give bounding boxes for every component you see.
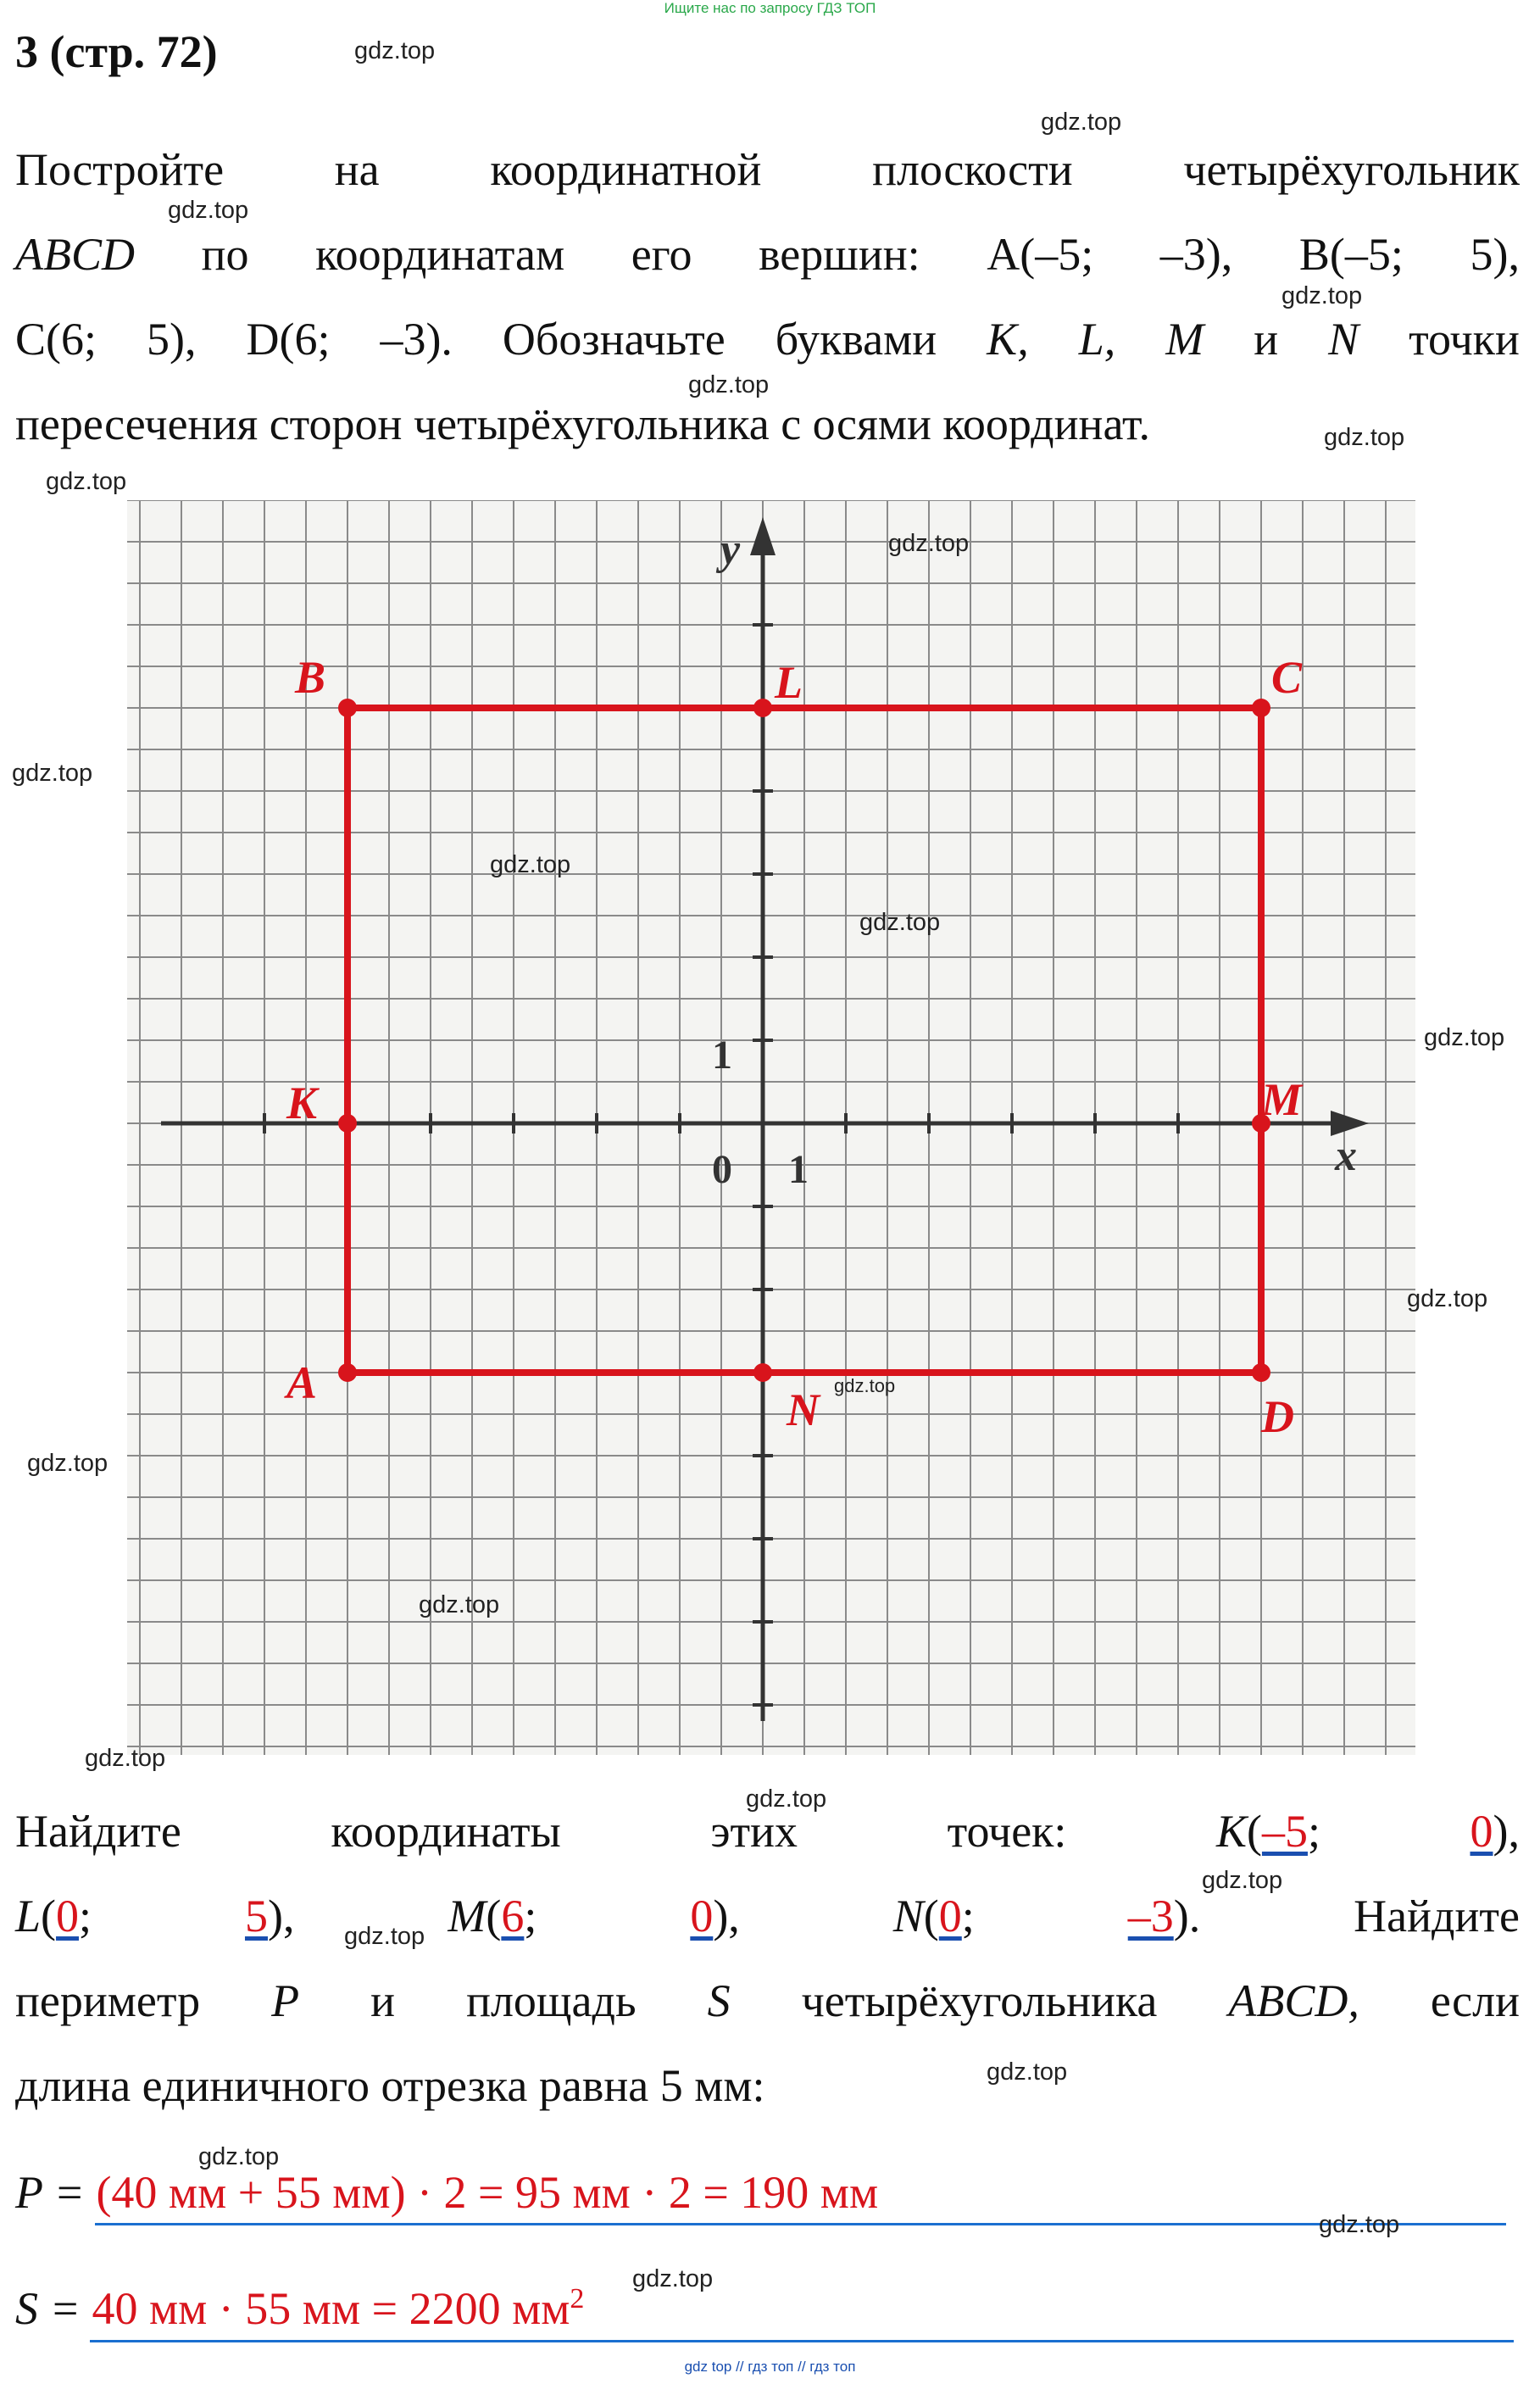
task-word: –3). <box>380 314 453 365</box>
point-l-dot <box>753 699 772 717</box>
task-word: D(6; <box>246 314 331 365</box>
watermark: gdz.top <box>85 1745 166 1772</box>
question-word: Найдите <box>1354 1891 1520 1941</box>
watermark: gdz.top <box>1407 1285 1488 1312</box>
point-d-label: D <box>1261 1391 1294 1442</box>
watermark: gdz.top <box>1281 282 1363 309</box>
point-n-label: N <box>787 1384 820 1435</box>
perimeter-answer <box>15 2166 878 2219</box>
task-word: вершин: <box>759 229 920 280</box>
m-x-answer: 6 <box>501 1891 525 1941</box>
top-banner[interactable]: Ищите нас по запросу ГДЗ ТОП <box>664 0 876 16</box>
coordinate-plane <box>127 500 1415 1755</box>
question-word: если <box>1430 1975 1520 2026</box>
l-y-answer: 5 <box>244 1891 268 1941</box>
task-word: L, <box>1078 314 1116 365</box>
question-word: периметр <box>15 1975 201 2026</box>
question-word: Найдите <box>15 1806 181 1857</box>
point-k-label: K <box>286 1078 318 1128</box>
watermark: gdz.top <box>688 371 770 398</box>
task-word: буквами <box>775 314 937 365</box>
area-unit-exponent: 2 <box>570 2283 585 2314</box>
point-l-label: L <box>775 657 803 708</box>
task-word: координатной <box>490 144 762 195</box>
watermark: gdz.top <box>354 37 436 64</box>
y-axis-label: y <box>720 526 741 574</box>
watermark: gdz.top <box>490 851 571 878</box>
area-value-wrap <box>92 2283 584 2334</box>
x-axis-label: x <box>1335 1132 1357 1180</box>
question-line-3 <box>15 1958 1520 2043</box>
task-word: ABCD <box>15 229 135 280</box>
question-word: P <box>271 1975 300 2026</box>
task-word: по <box>201 229 249 280</box>
point-n-dot <box>753 1363 772 1382</box>
point-m-label: M <box>1261 1074 1303 1125</box>
watermark: gdz.top <box>168 197 249 224</box>
point-k-dot <box>338 1114 357 1133</box>
n-x-answer: 0 <box>938 1891 962 1941</box>
m-y-answer: 0 <box>690 1891 714 1941</box>
task-word: C(6; <box>15 314 97 365</box>
question-line-4 <box>15 2043 1520 2128</box>
task-word: на <box>334 144 380 195</box>
task-word: N <box>1328 314 1359 365</box>
task-word: его <box>631 229 692 280</box>
footer-watermark[interactable]: gdz top // гдз топ // гдз топ <box>684 2359 856 2375</box>
task-word: M <box>1165 314 1204 365</box>
question-text <box>15 1789 1520 2128</box>
task-word: четырёхугольник <box>1183 144 1520 195</box>
task-word: точки <box>1409 314 1520 365</box>
point-m-coords-end: 0), <box>690 1891 740 1941</box>
watermark: gdz.top <box>12 760 93 787</box>
area-value: 40 мм · 55 мм = 2200 мм <box>92 2283 570 2334</box>
point-c-dot <box>1252 699 1270 717</box>
watermark: gdz.top <box>1202 1867 1283 1894</box>
watermark: gdz.top <box>1041 109 1122 136</box>
question-line-2 <box>15 1874 1520 1958</box>
task-word: 5), <box>147 314 197 365</box>
k-x-answer: –5 <box>1261 1806 1308 1857</box>
watermark: gdz.top <box>746 1785 827 1813</box>
question-word: координаты <box>331 1806 561 1857</box>
watermark: gdz.top <box>27 1450 108 1477</box>
point-k-coords: K(–5; <box>1215 1806 1320 1857</box>
watermark: gdz.top <box>859 909 941 936</box>
watermark: gdz.top <box>344 1923 425 1950</box>
point-n-coords: N(0; <box>892 1891 975 1941</box>
question-word: ABCD, <box>1228 1975 1359 2026</box>
perimeter-answer-line <box>95 2223 1506 2225</box>
question-word: четырёхугольника <box>801 1975 1158 2026</box>
point-l-coords-end: 5), <box>244 1891 295 1941</box>
point-a-dot <box>338 1363 357 1382</box>
watermark: gdz.top <box>888 530 970 557</box>
point-l-coords: L(0; <box>15 1891 92 1941</box>
area-answer <box>15 2282 584 2335</box>
n-y-answer: –3 <box>1127 1891 1174 1941</box>
question-word: S <box>707 1975 731 2026</box>
task-word: B(–5; <box>1298 229 1404 280</box>
point-b-label: B <box>295 652 326 703</box>
l-x-answer: 0 <box>56 1891 80 1941</box>
watermark: gdz.top <box>198 2143 280 2170</box>
point-n-coords-end: –3). <box>1127 1891 1201 1941</box>
point-a-label: A <box>286 1357 318 1408</box>
task-title: 3 (стр. 72) <box>15 26 218 77</box>
watermark: gdz.top <box>419 1591 500 1618</box>
area-label: S = <box>15 2283 81 2334</box>
task-word: плоскости <box>872 144 1073 195</box>
task-word: K, <box>987 314 1029 365</box>
watermark: gdz.top <box>834 1375 896 1396</box>
watermark: gdz.top <box>1324 424 1405 451</box>
x-unit-label: 1 <box>788 1147 809 1192</box>
question-word: этих <box>710 1806 798 1857</box>
watermark: gdz.top <box>987 2058 1068 2086</box>
point-m-coords: M(6; <box>448 1891 537 1941</box>
task-word: координатам <box>315 229 565 280</box>
watermark: gdz.top <box>1424 1024 1505 1051</box>
point-b-dot <box>338 699 357 717</box>
point-d-dot <box>1252 1363 1270 1382</box>
task-word: и <box>1254 314 1279 365</box>
question-word: и <box>370 1975 396 2026</box>
question-word: точек: <box>947 1806 1067 1857</box>
origin-label: 0 <box>712 1147 732 1192</box>
task-word: пересечения сторон четырёхугольника с осями координат. <box>15 398 1151 449</box>
task-word: Постройте <box>15 144 225 195</box>
watermark: gdz.top <box>46 468 127 495</box>
question-word: длина единичного отрезка равна 5 мм: <box>15 2060 765 2111</box>
point-k-coords-end: 0), <box>1470 1806 1520 1857</box>
question-word: площадь <box>466 1975 637 2026</box>
point-c-label: C <box>1271 652 1303 703</box>
k-y-answer: 0 <box>1470 1806 1493 1857</box>
task-word: A(–5; <box>987 229 1094 280</box>
area-answer-line <box>90 2340 1514 2342</box>
perimeter-label: P = <box>15 2167 85 2218</box>
task-word: 5), <box>1470 229 1520 280</box>
perimeter-value: (40 мм + 55 мм) · 2 = 95 мм · 2 = 190 мм <box>96 2167 879 2218</box>
watermark: gdz.top <box>632 2265 714 2292</box>
y-unit-label: 1 <box>712 1033 732 1078</box>
task-word: Обозначьте <box>502 314 726 365</box>
task-word: –3), <box>1159 229 1233 280</box>
watermark: gdz.top <box>1319 2211 1400 2238</box>
